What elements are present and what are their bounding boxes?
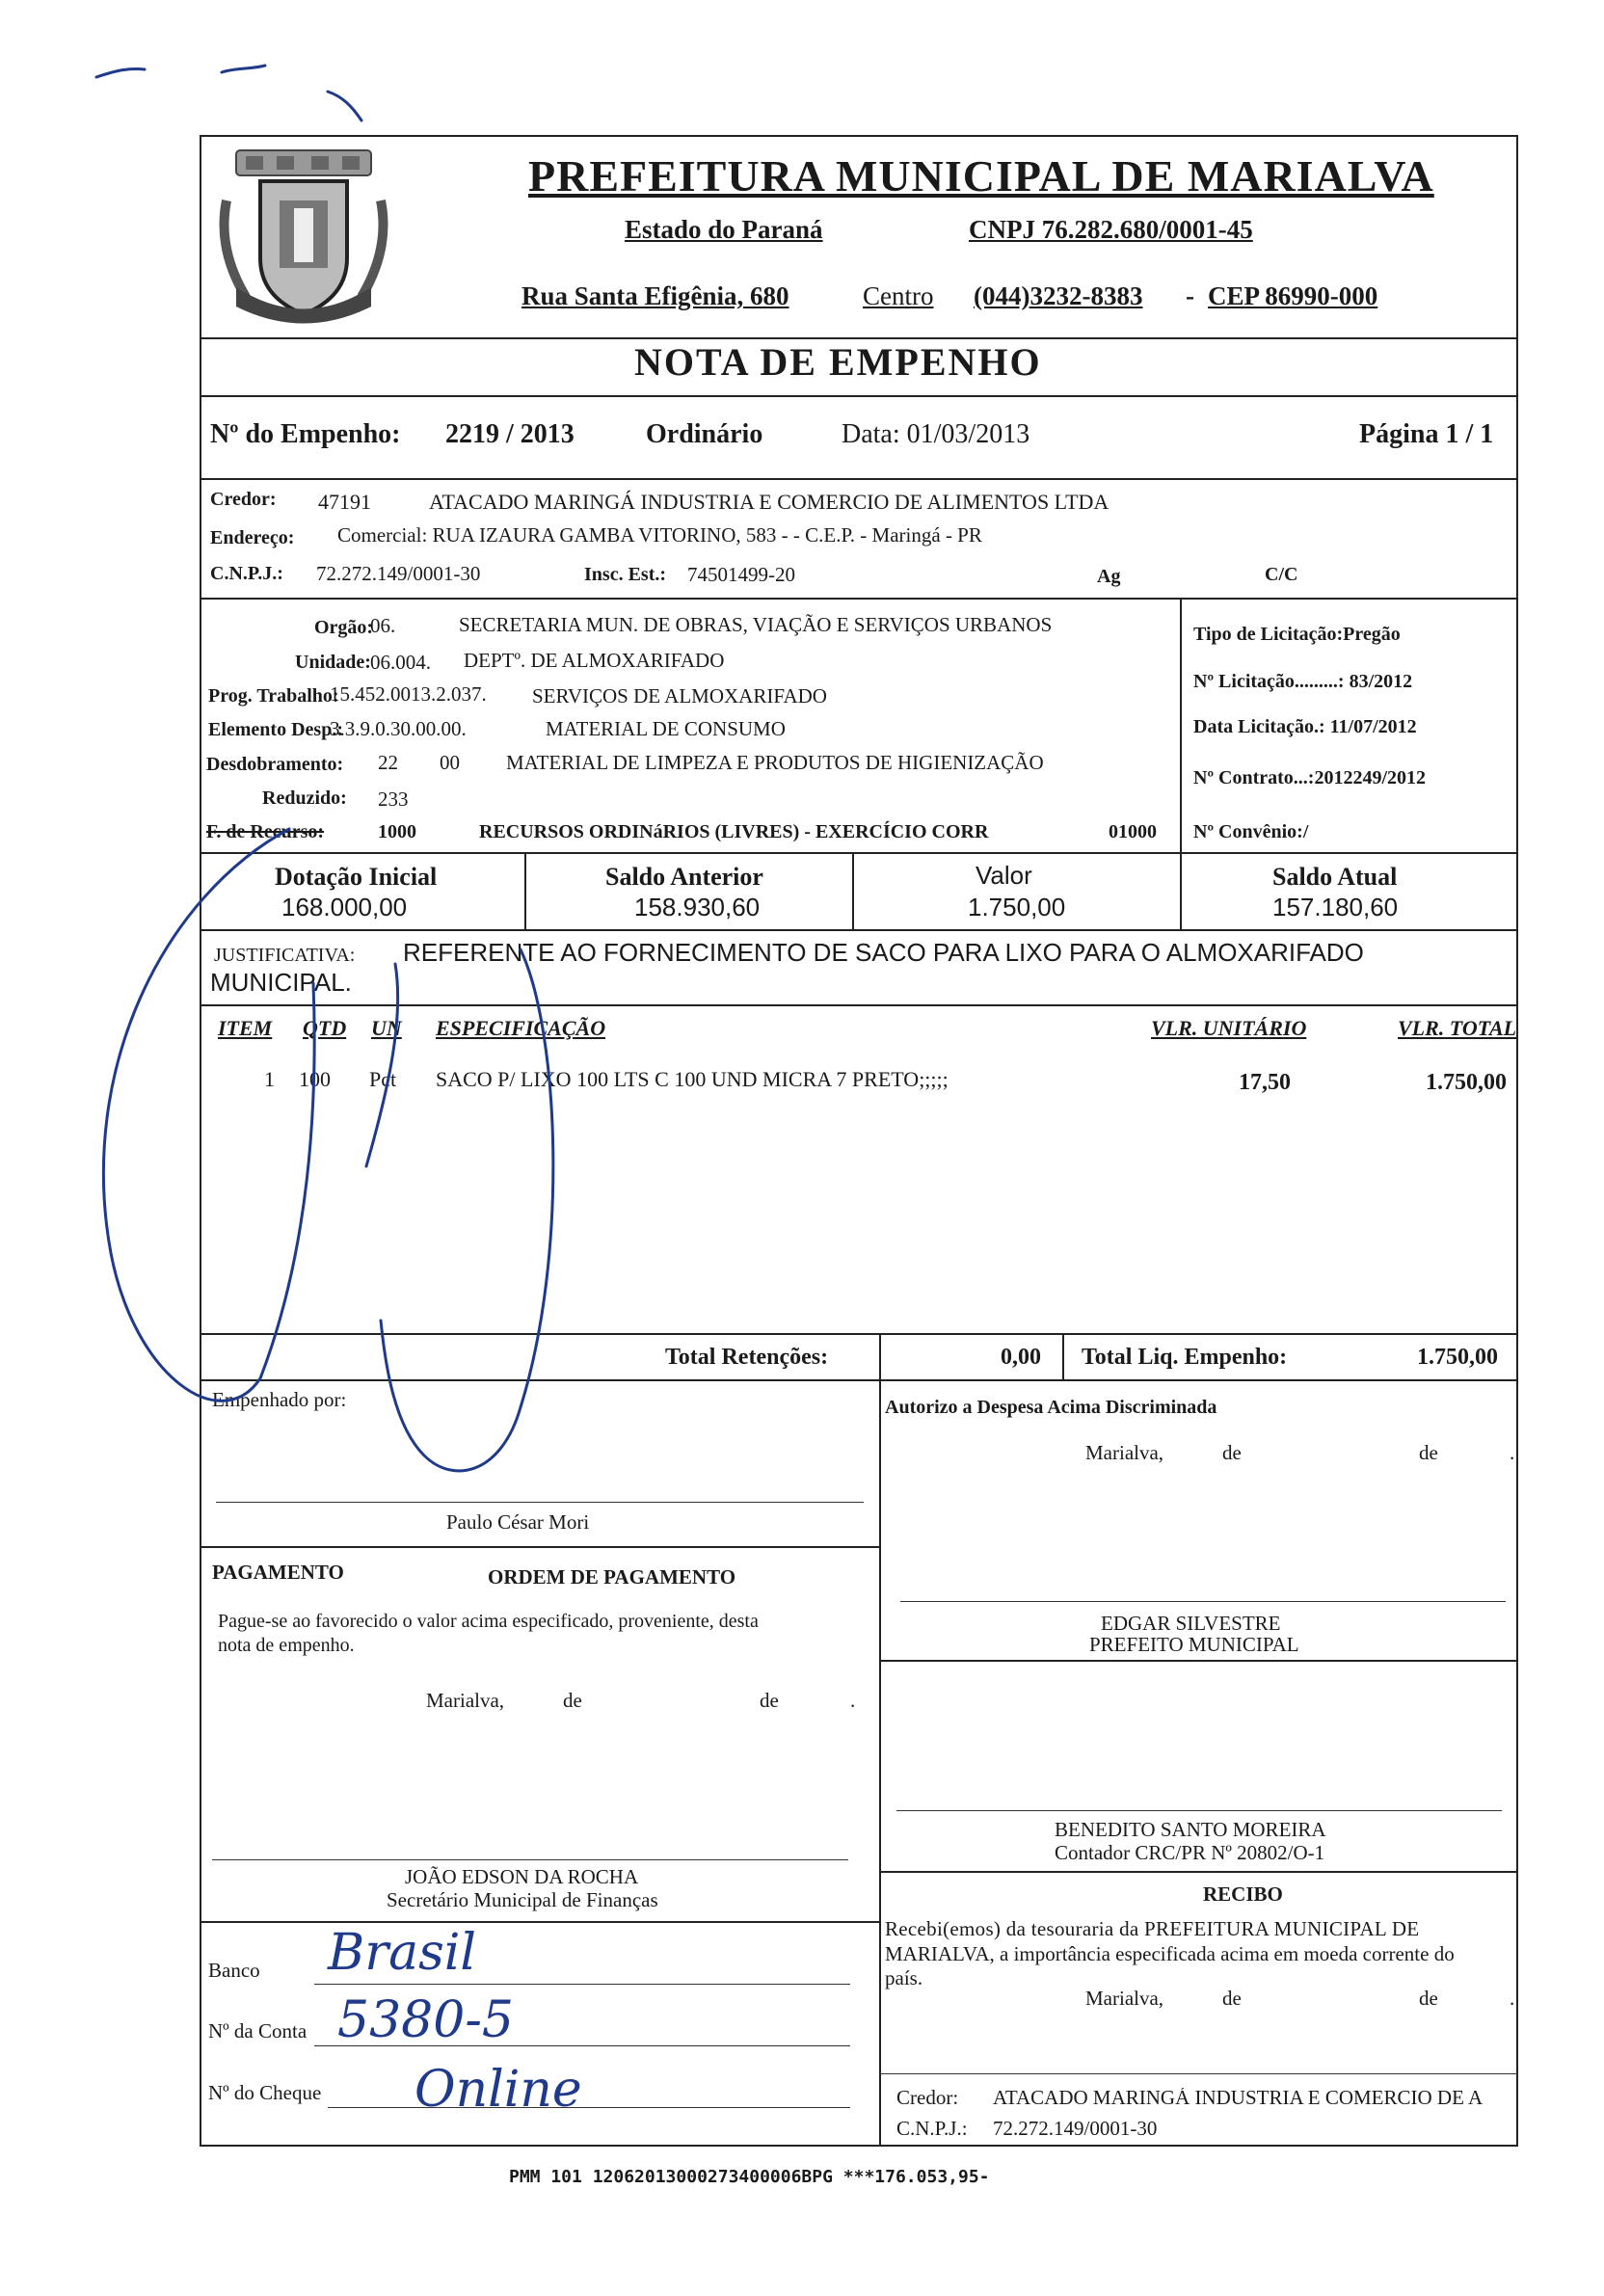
prefeito-name: EDGAR SILVESTRE: [1101, 1612, 1281, 1635]
empenhado-por-name: Paulo César Mori: [446, 1510, 590, 1534]
pague-text-line1: Pague-se ao favorecido o valor acima especificado, proveniente, desta: [218, 1611, 759, 1632]
banco-label: Banco: [208, 1959, 260, 1982]
saldo-anterior-label: Saldo Anterior: [605, 863, 763, 891]
conta-handwritten: 5380-5: [337, 1991, 514, 2049]
banco-handwritten: Brasil: [328, 1924, 477, 1982]
autorizo-text: Autorizo a Despesa Acima Discriminada: [885, 1397, 1217, 1418]
col-un-header: UN: [371, 1016, 402, 1040]
recibo-de-1: de: [1222, 1987, 1242, 2010]
autorizo-dot: .: [1510, 1441, 1515, 1464]
orgao-name: SECRETARIA MUN. DE OBRAS, VIAÇÃO E SERVIÇOS URBANOS: [459, 613, 1053, 636]
cheque-label: Nº do Cheque: [208, 2081, 322, 2104]
dotacao-value: 168.000,00: [281, 893, 408, 921]
unidade-name: DEPTº. DE ALMOXARIFADO: [464, 649, 725, 672]
justificativa-line2: MUNICIPAL.: [210, 968, 352, 997]
contrato-numero: Nº Contrato...:2012249/2012: [1193, 767, 1427, 788]
credor-label: Credor:: [210, 489, 277, 510]
saldo-atual-label: Saldo Atual: [1272, 863, 1398, 891]
prefeito-title: PREFEITO MUNICIPAL: [1089, 1633, 1299, 1656]
pagamento-de-2: de: [760, 1689, 779, 1712]
desdobramento-name: MATERIAL DE LIMPEZA E PRODUTOS DE HIGIENIZAÇÃO: [506, 751, 1044, 774]
recurso-number: 01000: [1109, 821, 1157, 842]
state-name: Estado do Paraná: [625, 215, 823, 244]
col-item-header: ITEM: [218, 1016, 273, 1040]
justificativa-label: JUSTIFICATIVA:: [214, 945, 356, 966]
reduzido-code: 233: [378, 788, 409, 811]
recibo-dot: .: [1510, 1987, 1515, 2010]
institution-phone: (044)3232-8383: [974, 281, 1143, 310]
conta-label: Nº da Conta: [208, 2019, 307, 2042]
credor-code: 47191: [318, 490, 371, 514]
licitacao-data: Data Licitação.: 11/07/2012: [1193, 716, 1417, 737]
pagamento-label: PAGAMENTO: [212, 1561, 344, 1584]
page-indicator: Página 1 / 1: [1359, 419, 1494, 449]
empenho-type: Ordinário: [646, 419, 763, 449]
contador-name: BENEDITO SANTO MOREIRA: [1055, 1818, 1326, 1841]
contador-title: Contador CRC/PR Nº 20802/O-1: [1055, 1841, 1325, 1864]
recibo-city: Marialva,: [1085, 1987, 1164, 2010]
valor-value: 1.750,00: [968, 893, 1066, 921]
saldo-atual-value: 157.180,60: [1272, 893, 1399, 921]
ordem-pagamento-label: ORDEM DE PAGAMENTO: [488, 1565, 736, 1589]
recurso-code: 1000: [378, 821, 416, 842]
insc-est-label: Insc. Est.:: [584, 564, 667, 585]
recibo-line1: Recebi(emos) da tesouraria da PREFEITURA MUNICIPAL DE: [885, 1917, 1420, 1940]
account-label: C/C: [1265, 564, 1298, 585]
institution-address: Rua Santa Efigênia, 680: [521, 281, 789, 310]
elemento-name: MATERIAL DE CONSUMO: [546, 717, 786, 740]
header-dash: -: [1186, 281, 1194, 310]
recurso-name: RECURSOS ORDINáRIOS (LIVRES) - EXERCÍCIO CORR: [479, 821, 989, 842]
autorizo-de-2: de: [1419, 1441, 1438, 1464]
empenho-date: Data: 01/03/2013: [842, 419, 1030, 449]
institution-title: PREFEITURA MUNICIPAL DE MARIALVA: [528, 151, 1434, 200]
elemento-code: 3.3.9.0.30.00.00.: [330, 717, 467, 740]
secretario-title: Secretário Municipal de Finanças: [387, 1888, 658, 1911]
row-qtd: 100: [299, 1067, 331, 1091]
pagamento-city: Marialva,: [426, 1689, 505, 1712]
recibo-cnpj-label: C.N.P.J.:: [896, 2117, 968, 2140]
liquido-label: Total Liq. Empenho:: [1082, 1345, 1288, 1370]
licitacao-numero: Nº Licitação.........: 83/2012: [1193, 671, 1413, 692]
desdobramento-code: 22: [378, 751, 398, 774]
insc-est: 74501499-20: [687, 563, 795, 586]
recibo-credor-label: Credor:: [896, 2086, 959, 2109]
retencoes-label: Total Retenções:: [665, 1345, 829, 1370]
footer-barcode-text: PMM 101 12062013000273400006BPG ***176.053,95-: [509, 2167, 990, 2187]
pagamento-dot: .: [850, 1689, 856, 1712]
institution-cep: CEP 86990-000: [1208, 281, 1378, 310]
prog-trabalho-label: Prog. Trabalho:: [208, 685, 339, 707]
credor-name: ATACADO MARINGÁ INDUSTRIA E COMERCIO DE ALIMENTOS LTDA: [429, 490, 1109, 514]
row-item: 1: [264, 1067, 275, 1091]
recibo-line3: país.: [885, 1966, 923, 1989]
address-label: Endereço:: [210, 527, 295, 548]
recibo-title: RECIBO: [1203, 1882, 1283, 1906]
prog-trabalho-name: SERVIÇOS DE ALMOXARIFADO: [532, 684, 827, 707]
empenhado-por-label: Empenhado por:: [212, 1388, 347, 1411]
row-un: Pct: [369, 1067, 397, 1091]
institution-neighborhood: Centro: [863, 281, 934, 310]
col-spec-header: ESPECIFICAÇÃO: [436, 1016, 606, 1040]
pagamento-de-1: de: [563, 1689, 582, 1712]
elemento-label: Elemento Desp.:: [208, 719, 343, 740]
desdobramento-label: Desdobramento:: [206, 754, 344, 775]
convenio-numero: Nº Convênio:/: [1193, 821, 1309, 842]
liquido-value: 1.750,00: [1417, 1345, 1498, 1370]
col-unit-price-header: VLR. UNITÁRIO: [1151, 1016, 1307, 1040]
justificativa-line1: REFERENTE AO FORNECIMENTO DE SACO PARA LIXO PARA O ALMOXARIFADO: [403, 938, 1364, 967]
agency-label: Ag: [1097, 566, 1121, 587]
prog-trabalho-code: 15.452.0013.2.037.: [330, 682, 487, 706]
orgao-code: 06.: [370, 614, 396, 637]
col-total-header: VLR. TOTAL: [1398, 1016, 1517, 1040]
autorizo-de-1: de: [1222, 1441, 1242, 1464]
row-total: 1.750,00: [1426, 1070, 1507, 1095]
credor-cnpj-label: C.N.P.J.:: [210, 563, 283, 584]
desdobramento-sub: 00: [440, 751, 460, 774]
row-spec: SACO P/ LIXO 100 LTS C 100 UND MICRA 7 PRETO;;;;;: [436, 1067, 949, 1091]
institution-cnpj: CNPJ 76.282.680/0001-45: [969, 215, 1253, 244]
saldo-anterior-value: 158.930,60: [634, 893, 761, 921]
reduzido-label: Reduzido:: [262, 788, 347, 809]
secretario-name: JOÃO EDSON DA ROCHA: [405, 1865, 639, 1888]
unidade-code: 06.004.: [370, 651, 431, 674]
recurso-label: F. de Recurso:: [206, 821, 325, 842]
credor-address: Comercial: RUA IZAURA GAMBA VITORINO, 583 - - C.E.P. - Maringá - PR: [337, 523, 982, 547]
cheque-handwritten: Online: [414, 2061, 582, 2119]
orgao-label: Orgão:: [314, 617, 374, 638]
row-unit-price: 17,50: [1239, 1070, 1291, 1095]
document-type-title: NOTA DE EMPENHO: [634, 340, 1042, 384]
recibo-de-2: de: [1419, 1987, 1438, 2010]
autorizo-city: Marialva,: [1085, 1441, 1164, 1464]
empenho-number-label: Nº do Empenho:: [210, 419, 401, 449]
recibo-cnpj: 72.272.149/0001-30: [993, 2117, 1158, 2140]
retencoes-value: 0,00: [1001, 1345, 1041, 1370]
licitacao-tipo: Tipo de Licitação:Pregão: [1193, 624, 1401, 645]
recibo-line2: MARIALVA, a importância especificada acima em moeda corrente do: [885, 1942, 1455, 1965]
valor-label: Valor: [976, 861, 1032, 890]
recibo-credor-name: ATACADO MARINGÁ INDUSTRIA E COMERCIO DE A: [993, 2088, 1484, 2108]
col-qtd-header: QTD: [303, 1016, 347, 1040]
dotacao-label: Dotação Inicial: [275, 863, 438, 891]
empenho-number: 2219 / 2013: [445, 419, 575, 449]
pague-text-line2: nota de empenho.: [218, 1635, 355, 1656]
unidade-label: Unidade:: [295, 652, 371, 673]
credor-cnpj: 72.272.149/0001-30: [316, 562, 481, 585]
